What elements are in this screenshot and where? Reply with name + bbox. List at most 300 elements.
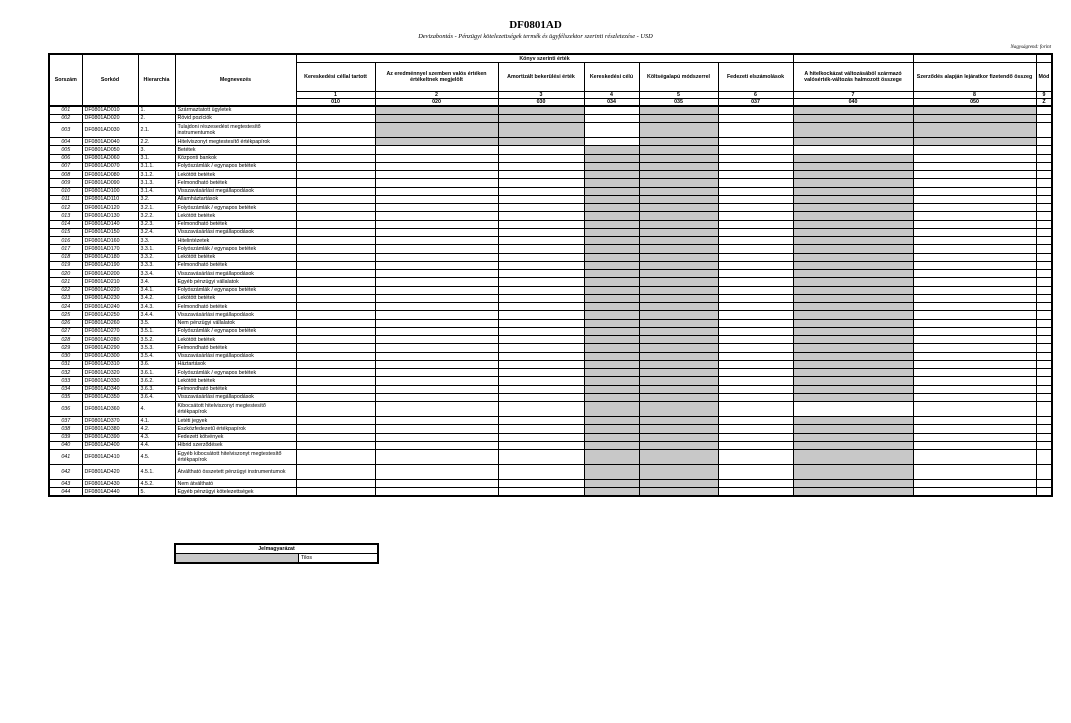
value-cell[interactable] — [375, 204, 498, 212]
value-cell[interactable] — [375, 146, 498, 154]
value-cell[interactable] — [498, 488, 584, 496]
value-cell[interactable] — [296, 352, 375, 360]
value-cell[interactable] — [375, 433, 498, 441]
value-cell[interactable] — [913, 245, 1036, 253]
value-cell[interactable] — [1036, 106, 1052, 114]
value-cell[interactable] — [913, 360, 1036, 368]
value-cell[interactable] — [1036, 433, 1052, 441]
value-cell[interactable] — [498, 352, 584, 360]
row-sorszam: 028 — [49, 336, 82, 344]
row-sorszam: 027 — [49, 327, 82, 335]
value-cell[interactable] — [584, 138, 639, 146]
value-cell[interactable] — [913, 179, 1036, 187]
value-cell[interactable] — [375, 270, 498, 278]
row-sorkod: DF0801AD050 — [82, 146, 138, 154]
value-cell[interactable] — [296, 402, 375, 417]
value-cell[interactable] — [718, 204, 793, 212]
value-cell[interactable] — [498, 270, 584, 278]
value-cell[interactable] — [498, 360, 584, 368]
value-cell[interactable] — [913, 286, 1036, 294]
value-cell[interactable] — [718, 261, 793, 269]
value-cell[interactable] — [498, 433, 584, 441]
value-cell[interactable] — [296, 278, 375, 286]
value-cell[interactable] — [296, 270, 375, 278]
value-cell[interactable] — [498, 303, 584, 311]
row-hierarchia: 3.6.4. — [138, 393, 175, 401]
value-cell[interactable] — [375, 228, 498, 236]
value-cell[interactable] — [913, 488, 1036, 496]
col-code: 030 — [498, 99, 584, 107]
value-cell[interactable] — [1036, 237, 1052, 245]
value-cell[interactable] — [498, 377, 584, 385]
value-cell[interactable] — [1036, 360, 1052, 368]
value-cell[interactable] — [913, 441, 1036, 449]
value-cell[interactable] — [718, 212, 793, 220]
value-cell[interactable] — [375, 450, 498, 465]
unit-label: Nagyságrend: forint — [1010, 45, 1051, 50]
value-cell[interactable] — [375, 465, 498, 480]
value-cell[interactable] — [913, 228, 1036, 236]
value-cell[interactable] — [1036, 171, 1052, 179]
value-cell[interactable] — [718, 171, 793, 179]
value-cell[interactable] — [498, 441, 584, 449]
forbidden-cell — [639, 311, 718, 319]
value-cell[interactable] — [296, 450, 375, 465]
forbidden-cell — [639, 319, 718, 327]
value-cell[interactable] — [718, 360, 793, 368]
value-cell[interactable] — [296, 385, 375, 393]
value-cell[interactable] — [718, 441, 793, 449]
value-cell[interactable] — [718, 106, 793, 114]
forbidden-cell — [639, 480, 718, 488]
value-cell[interactable] — [913, 294, 1036, 302]
value-cell[interactable] — [913, 171, 1036, 179]
value-cell[interactable] — [375, 261, 498, 269]
forbidden-cell — [375, 138, 498, 146]
row-megnevezes: Folyószámlák / egynapos betétek — [175, 327, 296, 335]
value-cell[interactable] — [498, 146, 584, 154]
forbidden-cell — [793, 154, 913, 162]
value-cell[interactable] — [913, 402, 1036, 417]
forbidden-cell — [793, 480, 913, 488]
row-megnevezes: Nem átváltható — [175, 480, 296, 488]
value-cell[interactable] — [498, 187, 584, 195]
value-cell[interactable] — [1036, 480, 1052, 488]
value-cell[interactable] — [718, 377, 793, 385]
value-cell[interactable] — [1036, 195, 1052, 203]
value-cell[interactable] — [718, 237, 793, 245]
value-cell[interactable] — [296, 146, 375, 154]
value-cell[interactable] — [498, 171, 584, 179]
value-cell[interactable] — [498, 154, 584, 162]
value-cell[interactable] — [913, 204, 1036, 212]
value-cell[interactable] — [1036, 123, 1052, 138]
value-cell[interactable] — [718, 425, 793, 433]
value-cell[interactable] — [296, 123, 375, 138]
row-sorkod: DF0801AD190 — [82, 261, 138, 269]
value-cell[interactable] — [718, 245, 793, 253]
value-cell[interactable] — [498, 402, 584, 417]
value-cell[interactable] — [498, 319, 584, 327]
value-cell[interactable] — [375, 245, 498, 253]
value-cell[interactable] — [375, 286, 498, 294]
value-cell[interactable] — [1036, 336, 1052, 344]
value-cell[interactable] — [1036, 228, 1052, 236]
value-cell[interactable] — [498, 417, 584, 425]
forbidden-cell — [793, 278, 913, 286]
value-cell[interactable] — [718, 179, 793, 187]
forbidden-cell — [375, 114, 498, 122]
value-cell[interactable] — [913, 433, 1036, 441]
value-cell[interactable] — [1036, 393, 1052, 401]
value-cell[interactable] — [1036, 286, 1052, 294]
row-sorszam: 014 — [49, 220, 82, 228]
value-cell[interactable] — [375, 402, 498, 417]
forbidden-cell — [584, 369, 639, 377]
value-cell[interactable] — [296, 417, 375, 425]
value-cell[interactable] — [1036, 138, 1052, 146]
value-cell[interactable] — [296, 465, 375, 480]
value-cell[interactable] — [913, 253, 1036, 261]
value-cell[interactable] — [913, 369, 1036, 377]
value-cell[interactable] — [913, 450, 1036, 465]
row-sorszam: 013 — [49, 212, 82, 220]
value-cell[interactable] — [718, 344, 793, 352]
value-cell[interactable] — [718, 433, 793, 441]
row-sorszam: 035 — [49, 393, 82, 401]
value-cell[interactable] — [584, 123, 639, 138]
value-cell[interactable] — [498, 204, 584, 212]
value-cell[interactable] — [1036, 385, 1052, 393]
value-cell[interactable] — [913, 162, 1036, 170]
value-cell[interactable] — [1036, 450, 1052, 465]
forbidden-cell — [584, 311, 639, 319]
value-cell[interactable] — [718, 488, 793, 496]
value-cell[interactable] — [718, 336, 793, 344]
value-cell[interactable] — [296, 377, 375, 385]
value-cell[interactable] — [498, 228, 584, 236]
row-megnevezes: Hitelviszonyt megtestesítő értékpapírok — [175, 138, 296, 146]
value-cell[interactable] — [1036, 245, 1052, 253]
value-cell[interactable] — [296, 303, 375, 311]
value-cell[interactable] — [296, 179, 375, 187]
value-cell[interactable] — [1036, 352, 1052, 360]
value-cell[interactable] — [498, 212, 584, 220]
value-cell[interactable] — [375, 303, 498, 311]
row-sorszam: 036 — [49, 402, 82, 417]
value-cell[interactable] — [1036, 425, 1052, 433]
value-cell[interactable] — [296, 228, 375, 236]
value-cell[interactable] — [375, 212, 498, 220]
value-cell[interactable] — [296, 204, 375, 212]
value-cell[interactable] — [1036, 278, 1052, 286]
value-cell[interactable] — [1036, 488, 1052, 496]
value-cell[interactable] — [375, 441, 498, 449]
value-cell[interactable] — [375, 294, 498, 302]
value-cell[interactable] — [296, 286, 375, 294]
value-cell[interactable] — [1036, 303, 1052, 311]
value-cell[interactable] — [296, 369, 375, 377]
value-cell[interactable] — [1036, 179, 1052, 187]
value-cell[interactable] — [913, 480, 1036, 488]
value-cell[interactable] — [913, 336, 1036, 344]
value-cell[interactable] — [296, 344, 375, 352]
row-megnevezes: Központi bankok — [175, 154, 296, 162]
value-cell[interactable] — [498, 344, 584, 352]
value-cell[interactable] — [718, 417, 793, 425]
value-cell[interactable] — [718, 228, 793, 236]
value-cell[interactable] — [1036, 187, 1052, 195]
value-cell[interactable] — [793, 402, 913, 417]
col-number: 1 — [296, 92, 375, 99]
forbidden-cell — [639, 245, 718, 253]
value-cell[interactable] — [718, 327, 793, 335]
value-cell[interactable] — [1036, 319, 1052, 327]
legend-forbidden-swatch — [175, 554, 299, 564]
value-cell[interactable] — [296, 433, 375, 441]
row-sorkod: DF0801AD380 — [82, 425, 138, 433]
value-cell[interactable] — [718, 303, 793, 311]
value-cell[interactable] — [718, 278, 793, 286]
value-cell[interactable] — [718, 154, 793, 162]
value-cell[interactable] — [296, 253, 375, 261]
value-cell[interactable] — [718, 187, 793, 195]
value-cell[interactable] — [498, 253, 584, 261]
value-cell[interactable] — [296, 311, 375, 319]
value-cell[interactable] — [498, 465, 584, 480]
value-cell[interactable] — [718, 146, 793, 154]
row-sorkod: DF0801AD420 — [82, 465, 138, 480]
value-cell[interactable] — [498, 327, 584, 335]
value-cell[interactable] — [913, 319, 1036, 327]
row-hierarchia: 3.2.2. — [138, 212, 175, 220]
value-cell[interactable] — [584, 106, 639, 114]
value-cell[interactable] — [1036, 465, 1052, 480]
value-cell[interactable] — [375, 195, 498, 203]
forbidden-cell — [584, 377, 639, 385]
value-cell[interactable] — [296, 220, 375, 228]
value-cell[interactable] — [913, 154, 1036, 162]
value-cell[interactable] — [375, 154, 498, 162]
value-cell[interactable] — [296, 212, 375, 220]
value-cell[interactable] — [498, 311, 584, 319]
value-cell[interactable] — [375, 162, 498, 170]
value-cell[interactable] — [718, 114, 793, 122]
value-cell[interactable] — [718, 311, 793, 319]
value-cell[interactable] — [1036, 261, 1052, 269]
value-cell[interactable] — [718, 385, 793, 393]
value-cell[interactable] — [375, 278, 498, 286]
value-cell[interactable] — [375, 352, 498, 360]
value-cell[interactable] — [296, 336, 375, 344]
value-cell[interactable] — [913, 195, 1036, 203]
value-cell[interactable] — [296, 114, 375, 122]
value-cell[interactable] — [1036, 311, 1052, 319]
value-cell[interactable] — [375, 253, 498, 261]
value-cell[interactable] — [913, 146, 1036, 154]
value-cell[interactable] — [498, 393, 584, 401]
value-cell[interactable] — [1036, 220, 1052, 228]
value-cell[interactable] — [718, 195, 793, 203]
value-cell[interactable] — [498, 385, 584, 393]
value-cell[interactable] — [375, 393, 498, 401]
value-cell[interactable] — [718, 465, 793, 480]
value-cell[interactable] — [375, 311, 498, 319]
value-cell[interactable] — [1036, 344, 1052, 352]
value-cell[interactable] — [1036, 204, 1052, 212]
value-cell[interactable] — [296, 360, 375, 368]
value-cell[interactable] — [1036, 114, 1052, 122]
value-cell[interactable] — [913, 311, 1036, 319]
value-cell[interactable] — [718, 480, 793, 488]
value-cell[interactable] — [498, 450, 584, 465]
value-cell[interactable] — [296, 488, 375, 496]
value-cell[interactable] — [1036, 253, 1052, 261]
row-hierarchia: 3.5. — [138, 319, 175, 327]
value-cell[interactable] — [913, 465, 1036, 480]
value-cell[interactable] — [718, 123, 793, 138]
value-cell[interactable] — [296, 294, 375, 302]
value-cell[interactable] — [375, 171, 498, 179]
value-cell[interactable] — [1036, 154, 1052, 162]
value-cell[interactable] — [718, 352, 793, 360]
value-cell[interactable] — [718, 253, 793, 261]
value-cell[interactable] — [718, 286, 793, 294]
value-cell[interactable] — [913, 327, 1036, 335]
value-cell[interactable] — [296, 319, 375, 327]
value-cell[interactable] — [1036, 377, 1052, 385]
value-cell[interactable] — [1036, 369, 1052, 377]
value-cell[interactable] — [718, 402, 793, 417]
value-cell[interactable] — [498, 294, 584, 302]
value-cell[interactable] — [296, 441, 375, 449]
value-cell[interactable] — [375, 179, 498, 187]
value-cell[interactable] — [913, 303, 1036, 311]
value-cell[interactable] — [584, 114, 639, 122]
value-cell[interactable] — [296, 245, 375, 253]
value-cell[interactable] — [913, 425, 1036, 433]
value-cell[interactable] — [1036, 146, 1052, 154]
value-cell[interactable] — [296, 237, 375, 245]
value-cell[interactable] — [498, 245, 584, 253]
value-cell[interactable] — [375, 417, 498, 425]
value-cell[interactable] — [1036, 162, 1052, 170]
value-cell[interactable] — [375, 319, 498, 327]
value-cell[interactable] — [913, 261, 1036, 269]
value-cell[interactable] — [1036, 441, 1052, 449]
value-cell[interactable] — [375, 336, 498, 344]
value-cell[interactable] — [1036, 212, 1052, 220]
value-cell[interactable] — [296, 480, 375, 488]
value-cell[interactable] — [718, 369, 793, 377]
col-number: 4 — [584, 92, 639, 99]
value-cell[interactable] — [375, 237, 498, 245]
forbidden-cell — [375, 106, 498, 114]
value-cell[interactable] — [498, 162, 584, 170]
value-cell[interactable] — [296, 261, 375, 269]
value-cell[interactable] — [718, 162, 793, 170]
value-cell[interactable] — [498, 261, 584, 269]
value-cell[interactable] — [913, 278, 1036, 286]
value-cell[interactable] — [296, 187, 375, 195]
value-cell[interactable] — [375, 344, 498, 352]
value-cell[interactable] — [498, 179, 584, 187]
value-cell[interactable] — [296, 327, 375, 335]
value-cell[interactable] — [375, 360, 498, 368]
value-cell[interactable] — [498, 480, 584, 488]
value-cell[interactable] — [296, 393, 375, 401]
value-cell[interactable] — [793, 146, 913, 154]
value-cell[interactable] — [375, 377, 498, 385]
row-hierarchia: 3.6.1. — [138, 369, 175, 377]
value-cell[interactable] — [913, 344, 1036, 352]
value-cell[interactable] — [375, 488, 498, 496]
value-cell[interactable] — [296, 195, 375, 203]
value-cell[interactable] — [718, 270, 793, 278]
forbidden-cell — [639, 352, 718, 360]
value-cell[interactable] — [375, 425, 498, 433]
value-cell[interactable] — [498, 369, 584, 377]
value-cell[interactable] — [498, 220, 584, 228]
value-cell[interactable] — [913, 270, 1036, 278]
value-cell[interactable] — [498, 425, 584, 433]
col-code: 035 — [639, 99, 718, 107]
value-cell[interactable] — [296, 106, 375, 114]
value-cell[interactable] — [718, 450, 793, 465]
value-cell[interactable] — [296, 154, 375, 162]
value-cell[interactable] — [1036, 327, 1052, 335]
value-cell[interactable] — [375, 187, 498, 195]
value-cell[interactable] — [718, 138, 793, 146]
value-cell[interactable] — [913, 237, 1036, 245]
value-cell[interactable] — [913, 417, 1036, 425]
value-cell[interactable] — [1036, 417, 1052, 425]
value-cell[interactable] — [375, 480, 498, 488]
value-cell[interactable] — [296, 138, 375, 146]
value-cell[interactable] — [913, 377, 1036, 385]
forbidden-cell — [639, 114, 718, 122]
row-sorszam: 038 — [49, 425, 82, 433]
value-cell[interactable] — [1036, 294, 1052, 302]
value-cell[interactable] — [498, 237, 584, 245]
value-cell[interactable] — [375, 385, 498, 393]
value-cell[interactable] — [296, 425, 375, 433]
value-cell[interactable] — [296, 162, 375, 170]
value-cell[interactable] — [718, 319, 793, 327]
value-cell[interactable] — [718, 294, 793, 302]
value-cell[interactable] — [375, 220, 498, 228]
value-cell[interactable] — [375, 369, 498, 377]
value-cell[interactable] — [913, 187, 1036, 195]
col-header-label: Fedezeti elszámolások — [718, 63, 793, 92]
value-cell[interactable] — [498, 336, 584, 344]
value-cell[interactable] — [913, 393, 1036, 401]
value-cell[interactable] — [718, 220, 793, 228]
value-cell[interactable] — [1036, 270, 1052, 278]
forbidden-cell — [584, 204, 639, 212]
value-cell[interactable] — [1036, 402, 1052, 417]
value-cell[interactable] — [498, 286, 584, 294]
value-cell[interactable] — [375, 327, 498, 335]
value-cell[interactable] — [498, 195, 584, 203]
value-cell[interactable] — [913, 212, 1036, 220]
value-cell[interactable] — [913, 385, 1036, 393]
value-cell[interactable] — [718, 393, 793, 401]
value-cell[interactable] — [296, 171, 375, 179]
value-cell[interactable] — [913, 352, 1036, 360]
value-cell[interactable] — [913, 220, 1036, 228]
value-cell[interactable] — [498, 278, 584, 286]
